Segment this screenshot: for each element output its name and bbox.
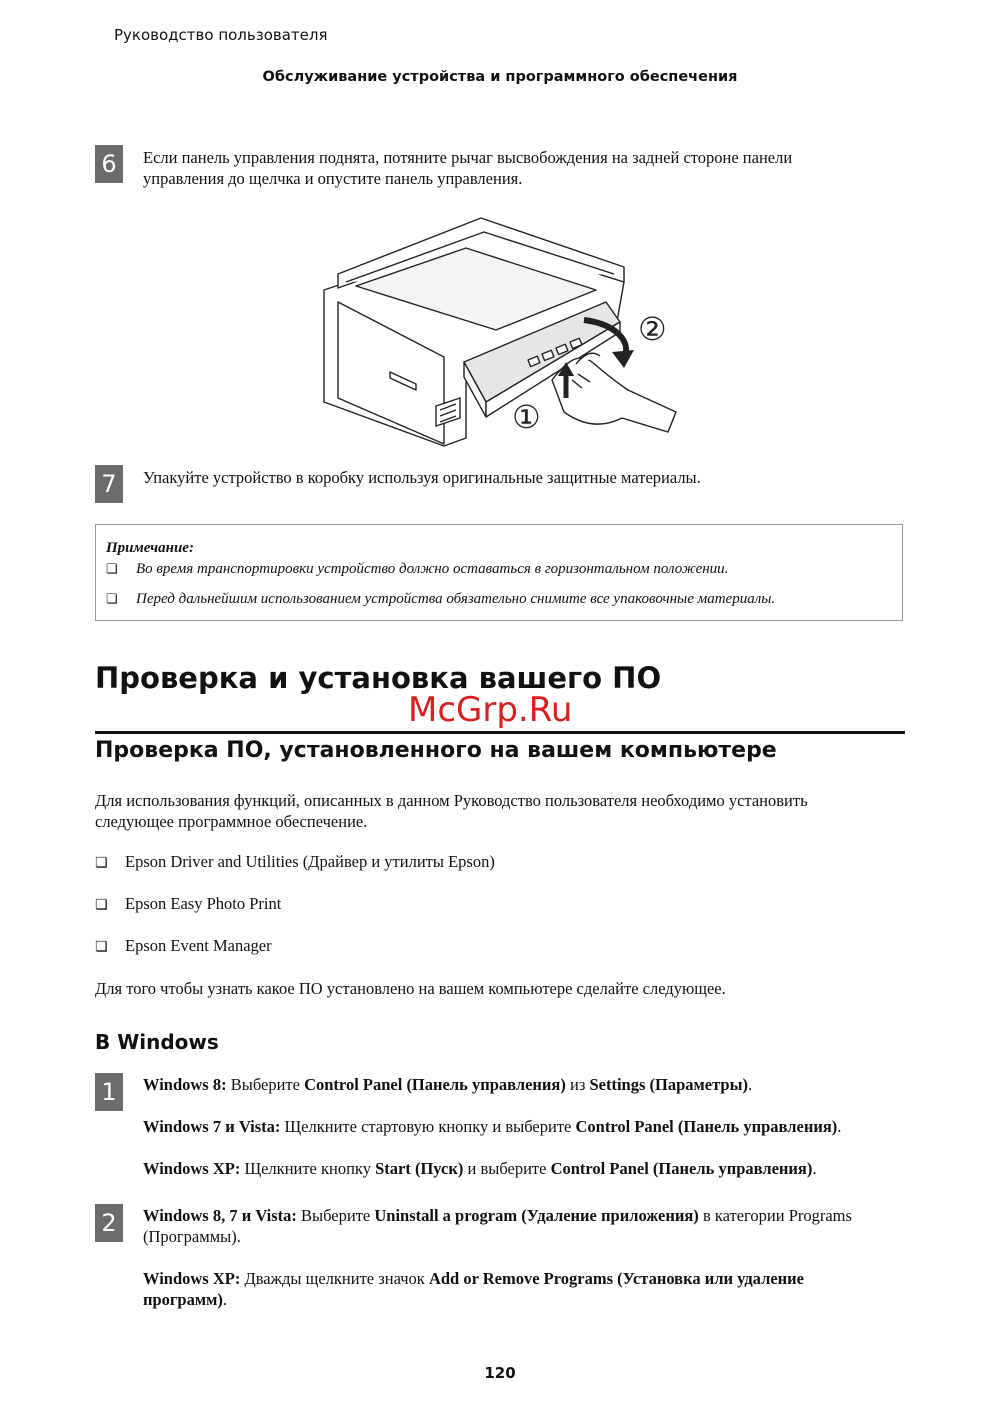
step6-text [143,147,792,189]
ui-term-add-remove-programs: Add or Remove Programs (Установка или удаление [428,1269,804,1288]
win2-xp-line1 [143,1268,804,1289]
note-item-1 [106,561,728,578]
ui-term-programs: программ) [143,1290,223,1309]
software-item-2 [95,894,281,914]
check-instruction: Для того чтобы узнать какое ПО установлено на вашем компьютере сделайте следующее. [95,979,726,998]
win2-line2: (Программы). [143,1227,241,1246]
text: из [565,1075,590,1094]
note-item-1-text: Во время транспортировки устройство должно оставаться в горизонтальном положении. [136,561,729,577]
label-windows-7-vista: Windows 7 и Vista: [143,1117,281,1136]
label-windows-xp: Windows XP: [143,1269,241,1288]
ui-term-settings: Settings (Параметры) [589,1075,748,1094]
ui-term-uninstall-program: Uninstall a program (Удаление приложения) [374,1206,699,1225]
printer-control-panel-illustration [316,212,682,448]
text: в категории Programs [698,1206,852,1225]
running-header-manual: Руководство пользователя [114,26,328,44]
checkbox-icon: ❏ [95,855,108,871]
intro-paragraph [95,790,808,832]
text: Выберите [226,1075,305,1094]
step-number-6: 6 [95,145,123,183]
step6-line1: Если панель управления поднята, потяните рычаг высвобождения на задней стороне панели [143,148,793,167]
label-windows-8-7-vista: Windows 8, 7 и Vista: [143,1206,297,1225]
ui-term-control-panel: Control Panel (Панель управления) [304,1075,566,1094]
text: Выберите [296,1206,375,1225]
text: . [837,1117,842,1136]
win2-windowsxp [143,1268,804,1310]
text: и выберите [463,1159,551,1178]
ui-term-start: Start (Пуск) [375,1159,464,1178]
win2-line1 [143,1205,852,1226]
heading-check-installed-software: Проверка ПО, установленного на вашем компьютере [95,738,777,763]
note-item-2 [106,591,775,608]
software-item-3 [95,936,272,956]
note-item-2-text: Перед дальнейшим использованием устройства обязательно снимите все упаковочные материалы. [136,591,776,607]
intro-line2: следующее программное обеспечение. [95,812,368,831]
software-item-1-text: Epson Driver and Utilities (Драйвер и утилиты Epson) [125,852,495,871]
software-item-3-text: Epson Event Manager [125,936,272,955]
heading-check-install-software: Проверка и установка вашего ПО [95,661,662,695]
ui-term-control-panel: Control Panel (Панель управления) [575,1117,838,1136]
step6-line2: управления до щелчка и опустите панель управления. [143,169,523,188]
checkbox-icon: ❏ [106,591,118,606]
ui-term-control-panel: Control Panel (Панель управления) [550,1159,813,1178]
checkbox-icon: ❏ [95,939,108,955]
checkbox-icon: ❏ [106,561,118,576]
label-windows-8: Windows 8: [143,1075,227,1094]
note-box [95,524,903,621]
software-item-2-text: Epson Easy Photo Print [125,894,282,913]
win1-windows8 [143,1074,752,1095]
software-item-1 [95,852,495,872]
text: Дважды щелкните значок [240,1269,429,1288]
text: Щелкните стартовую кнопку и выберите [280,1117,576,1136]
watermark: McGrp.Ru [408,690,573,730]
callout-1: ① [512,398,541,436]
step-number-7: 7 [95,465,123,503]
running-header-section: Обслуживание устройства и программного обеспечения [262,69,738,85]
text: Щелкните кнопку [240,1159,376,1178]
win2-windows8-7-vista [143,1205,852,1247]
intro-line1: Для использования функций, описанных в данном Руководство пользователя необходимо установить [95,791,808,810]
note-title: Примечание: [106,540,194,556]
page-number: 120 [484,1364,516,1382]
win2-xp-line2 [143,1289,804,1310]
callout-2: ② [638,310,667,348]
text: . [747,1075,753,1094]
win1-windowsxp [143,1158,816,1179]
heading-windows: В Windows [95,1030,219,1054]
step-number-win-1: 1 [95,1073,123,1111]
label-windows-xp: Windows XP: [143,1159,241,1178]
heading-rule [95,731,905,734]
step-number-win-2: 2 [95,1204,123,1242]
text: . [812,1159,817,1178]
step7-text: Упакуйте устройство в коробку используя оригинальные защитные материалы. [143,468,701,487]
checkbox-icon: ❏ [95,897,108,913]
win1-windows7 [143,1116,841,1137]
text: . [222,1290,227,1309]
